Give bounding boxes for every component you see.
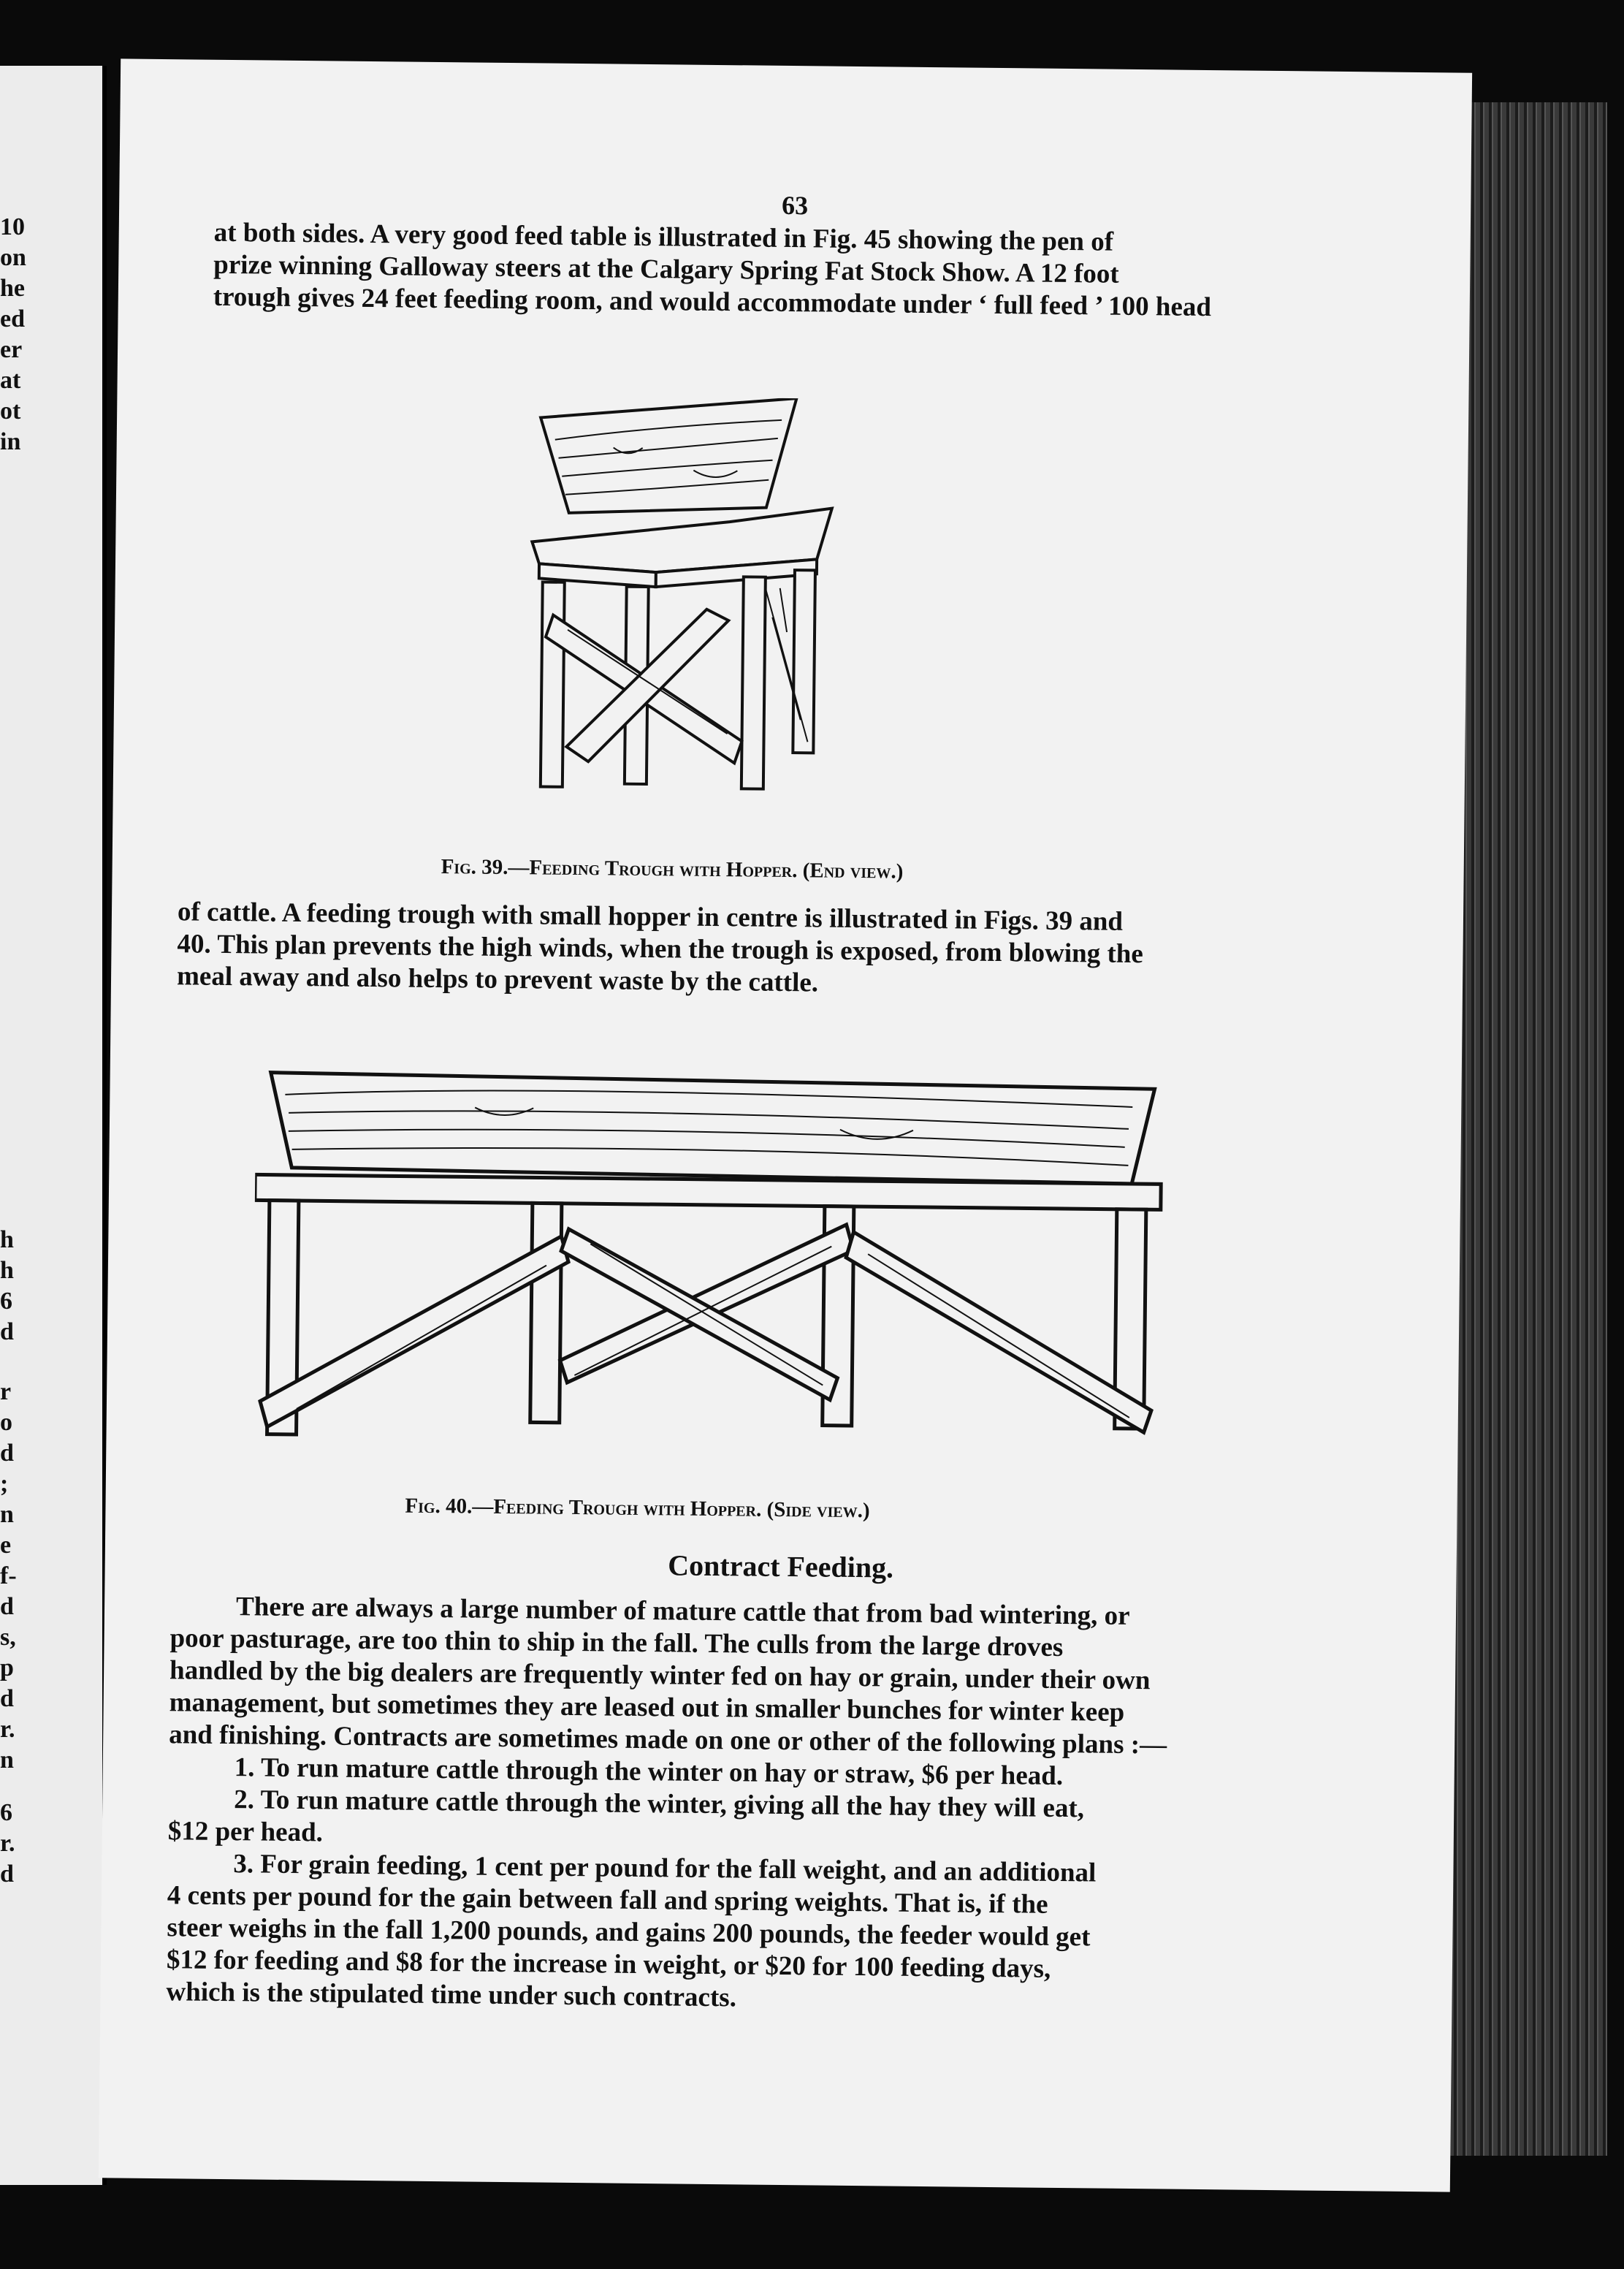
plan-3-line: which is the stipulated time under such contracts. xyxy=(166,1977,737,2013)
margin-fragment: ed xyxy=(0,305,25,332)
margin-fragment: n xyxy=(0,1747,14,1774)
plan-3-line: 3. For grain feeding, 1 cent per pound for the fall weight, and an additional xyxy=(233,1849,1097,1888)
figure-40-caption: Fig. 40.—Feeding Trough with Hopper. (Side view.) xyxy=(405,1494,870,1523)
margin-fragment: ; xyxy=(0,1470,9,1497)
text-line: and finishing. Contracts are sometimes made on one or other of the following plans :— xyxy=(169,1719,1167,1760)
margin-fragment: r xyxy=(0,1378,12,1405)
margin-fragment: 6 xyxy=(0,1799,12,1826)
margin-fragment: er xyxy=(0,336,23,363)
margin-fragment: h xyxy=(0,1257,14,1284)
margin-fragment: r. xyxy=(0,1716,15,1743)
margin-fragment: 6 xyxy=(0,1288,12,1315)
plan-2-line: 2. To run mature cattle through the winter, giving all the hay they will eat, xyxy=(234,1785,1085,1824)
section-heading: Contract Feeding. xyxy=(668,1548,894,1584)
margin-fragment: ot xyxy=(0,398,21,425)
text-line: meal away and also helps to prevent waste by the cattle. xyxy=(176,961,819,998)
margin-fragment: d xyxy=(0,1861,14,1888)
text-line: management, but sometimes they are leased out in smaller bunches for winter keep xyxy=(169,1687,1125,1728)
plan-2-line: $12 per head. xyxy=(167,1816,324,1848)
paragraph-top xyxy=(213,217,1354,325)
text-line: at both sides. A very good feed table is illustrated in Fig. 45 showing the pen of xyxy=(213,217,1114,257)
text-line: handled by the big dealers are frequently winter fed on hay or grain, under their own xyxy=(169,1655,1151,1696)
book-page xyxy=(99,58,1472,2192)
margin-fragment: at xyxy=(0,367,21,394)
figure-39-caption: Fig. 39.—Feeding Trough with Hopper. (End view.) xyxy=(441,855,904,883)
plan-3-line: 4 cents per pound for the gain between fall and spring weights. That is, if the xyxy=(167,1880,1048,1920)
left-page-edge xyxy=(0,66,107,2185)
text-line: of cattle. A feeding trough with small hopper in centre is illustrated in Figs. 39 and xyxy=(177,897,1124,937)
margin-fragment: n xyxy=(0,1501,14,1528)
text-line: 40. This plan prevents the high winds, when the trough is exposed, from blowing the xyxy=(177,929,1144,970)
margin-fragment: h xyxy=(0,1226,14,1253)
plan-3-line: steer weighs in the fall 1,200 pounds, and gains 200 pounds, the feeder would get xyxy=(167,1912,1091,1953)
contract-feeding-text xyxy=(166,1590,1339,2021)
margin-fragment: d xyxy=(0,1440,14,1467)
plan-1: 1. To run mature cattle through the winter on hay or straw, $6 per head. xyxy=(234,1752,1064,1792)
margin-fragment: d xyxy=(0,1593,14,1620)
figure-40-trough-side-view xyxy=(252,1065,1205,1455)
margin-fragment: s, xyxy=(0,1624,16,1651)
text-line: trough gives 24 feet feeding room, and would accommodate under ‘ full feed ’ 100 head xyxy=(213,281,1212,323)
left-margin-top-fragments xyxy=(0,212,29,457)
text-line: There are always a large number of mature cattle that from bad wintering, or xyxy=(235,1592,1130,1631)
margin-fragment: r. xyxy=(0,1830,15,1857)
paragraph-mid xyxy=(177,896,1346,1005)
left-margin-bottom-fragments xyxy=(0,1225,29,1890)
left-margin-text xyxy=(0,212,29,1890)
margin-fragment: p xyxy=(0,1654,14,1681)
margin-fragment: he xyxy=(0,275,25,302)
margin-fragment: in xyxy=(0,428,21,455)
margin-fragment: d xyxy=(0,1318,14,1345)
margin-fragment: d xyxy=(0,1685,14,1712)
figure-39-trough-end-view xyxy=(522,395,936,809)
plan-3-line: $12 for feeding and $8 for the increase in weight, or $20 for 100 feeding days, xyxy=(166,1945,1051,1984)
margin-fragment: 10 xyxy=(0,213,25,240)
text-line: poor pasturage, are too thin to ship in the fall. The culls from the large droves xyxy=(169,1623,1064,1663)
margin-fragment: o xyxy=(0,1409,12,1436)
page-number: 63 xyxy=(781,190,809,221)
margin-fragment: on xyxy=(0,244,26,271)
text-line: prize winning Galloway steers at the Calgary Spring Fat Stock Show. A 12 foot xyxy=(213,249,1119,289)
margin-fragment: e xyxy=(0,1532,12,1559)
margin-fragment: f- xyxy=(0,1562,17,1589)
